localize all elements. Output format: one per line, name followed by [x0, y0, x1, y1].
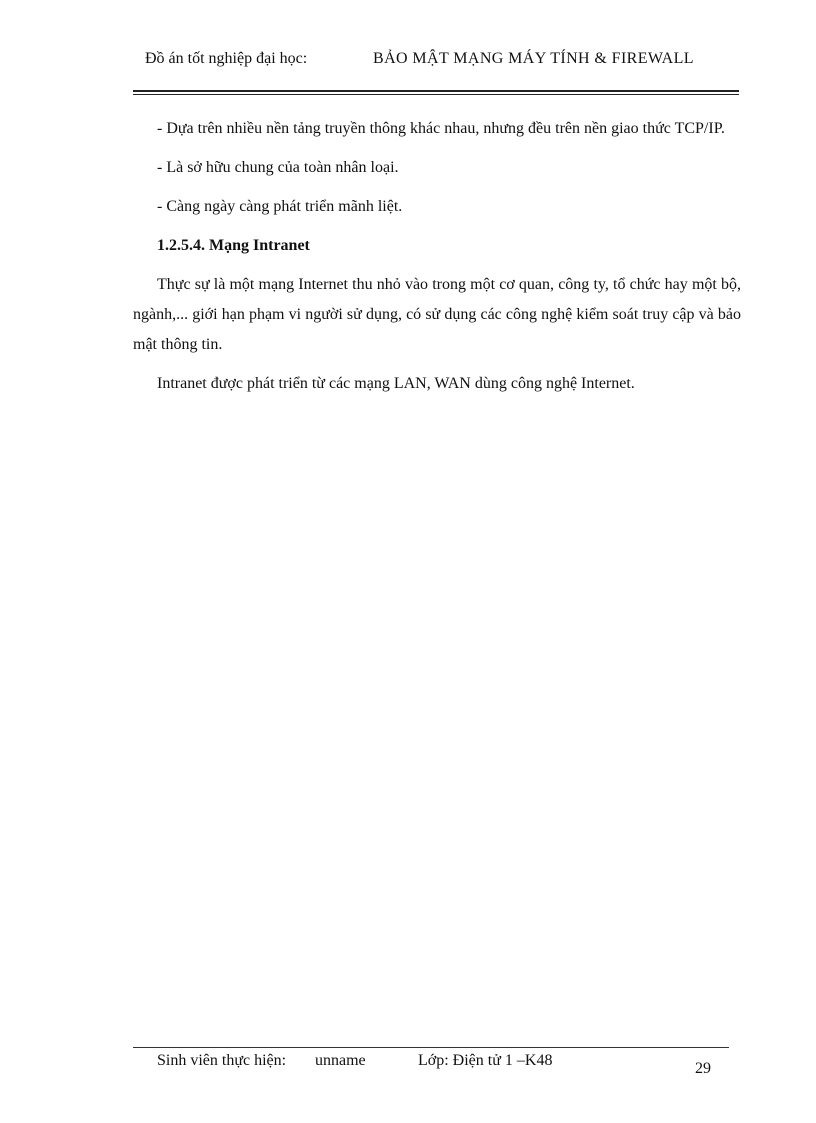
page-header — [0, 50, 816, 74]
footer-class-label: Lớp: Điện tử 1 –K48 — [418, 1052, 553, 1069]
footer-student-name: unname — [315, 1052, 366, 1069]
body-paragraph: Intranet được phát triển từ các mạng LAN, WAN dùng công nghệ Internet. — [157, 375, 635, 392]
footer-divider — [133, 1047, 729, 1048]
header-left-text: Đồ án tốt nghiệp đại học: — [145, 50, 308, 67]
body-paragraph: Thực sự là một mạng Internet thu nhỏ vào trong một cơ quan, công ty, tổ chức hay một bộ, ngành,... giới hạn phạm vi người sử dụng, có sử dụng các công nghệ kiểm soát truy cập và bảo mật thông tin. — [133, 276, 741, 353]
bullet-item: - Dựa trên nhiều nền tảng truyền thông khác nhau, nhưng đều trên nền giao thức TCP/IP. — [157, 120, 725, 137]
page-number: 29 — [695, 1060, 711, 1077]
section-heading: 1.2.5.4. Mạng Intranet — [157, 237, 310, 254]
bullet-item: - Là sở hữu chung của toàn nhân loại. — [157, 159, 399, 176]
header-divider — [133, 90, 739, 95]
bullet-item: - Càng ngày càng phát triển mãnh liệt. — [157, 198, 403, 215]
page-content — [133, 114, 741, 408]
footer-student-label: Sinh viên thực hiện: — [157, 1052, 287, 1069]
header-title: BẢO MẬT MẠNG MÁY TÍNH & FIREWALL — [373, 50, 694, 67]
